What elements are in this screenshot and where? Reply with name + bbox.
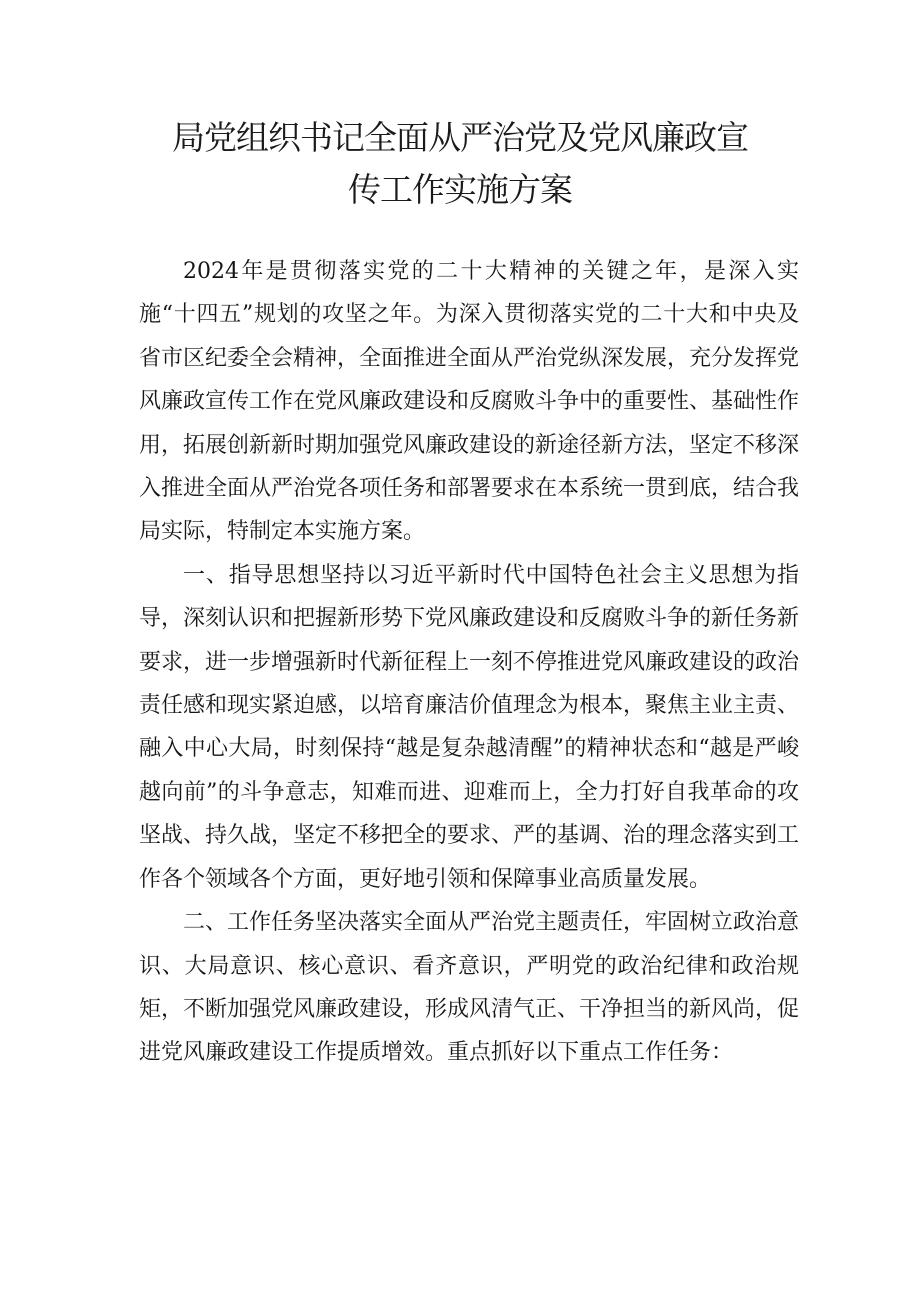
title-line-2: 传工作实施方案 [348,170,572,209]
document-body [139,250,799,1075]
paragraph-intro: 2024年是贯彻落实党的二十大精神的关键之年，是深入实施“十四五”规划的攻坚之年。为深入贯彻落实党的二十大和中央及省市区纪委全会精神，全面推进全面从严治党纵深发展，充分发挥党风廉政宣传工作在党风廉政建设和反腐败斗争中的重要性、基础性作用，拓展创新新时期加强党风廉政建设的新途径新方法，坚定不移深入推进全面从严治党各项任务和部署要求在本系统一贯到底，结合我局实际，特制定本实施方案。 [139,259,800,545]
title-line-1: 局党组织书记全面从严治党及党风廉政宣 [172,118,748,157]
paragraph-guiding-ideology: 一、指导思想坚持以习近平新时代中国特色社会主义思想为指导，深刻认识和把握新形势下党风廉政建设和反腐败斗争的新任务新要求，进一步增强新时代新征程上一刻不停推进党风廉政建设的政治责任感和现实紧迫感，以培育廉洁价值理念为根本，聚焦主业主责、融入中心大局，时刻保持“越是复杂越清醒”的精神状态和“越是严峻越向前”的斗争意志，知难而进、迎难而上，全力打好自我革命的攻坚战、持久战，坚定不移把全的要求、严的基调、治的理念落实到工作各个领域各个方面，更好地引领和保障事业高质量发展。 [139,562,800,892]
paragraph-work-tasks: 二、工作任务坚决落实全面从严治党主题责任，牢固树立政治意识、大局意识、核心意识、看齐意识，严明党的政治纪律和政治规矩，不断加强党风廉政建设，形成风清气正、干净担当的新风尚，促进党风廉政建设工作提质增效。重点抓好以下重点工作任务： [139,910,800,1066]
document-title [0,112,920,216]
